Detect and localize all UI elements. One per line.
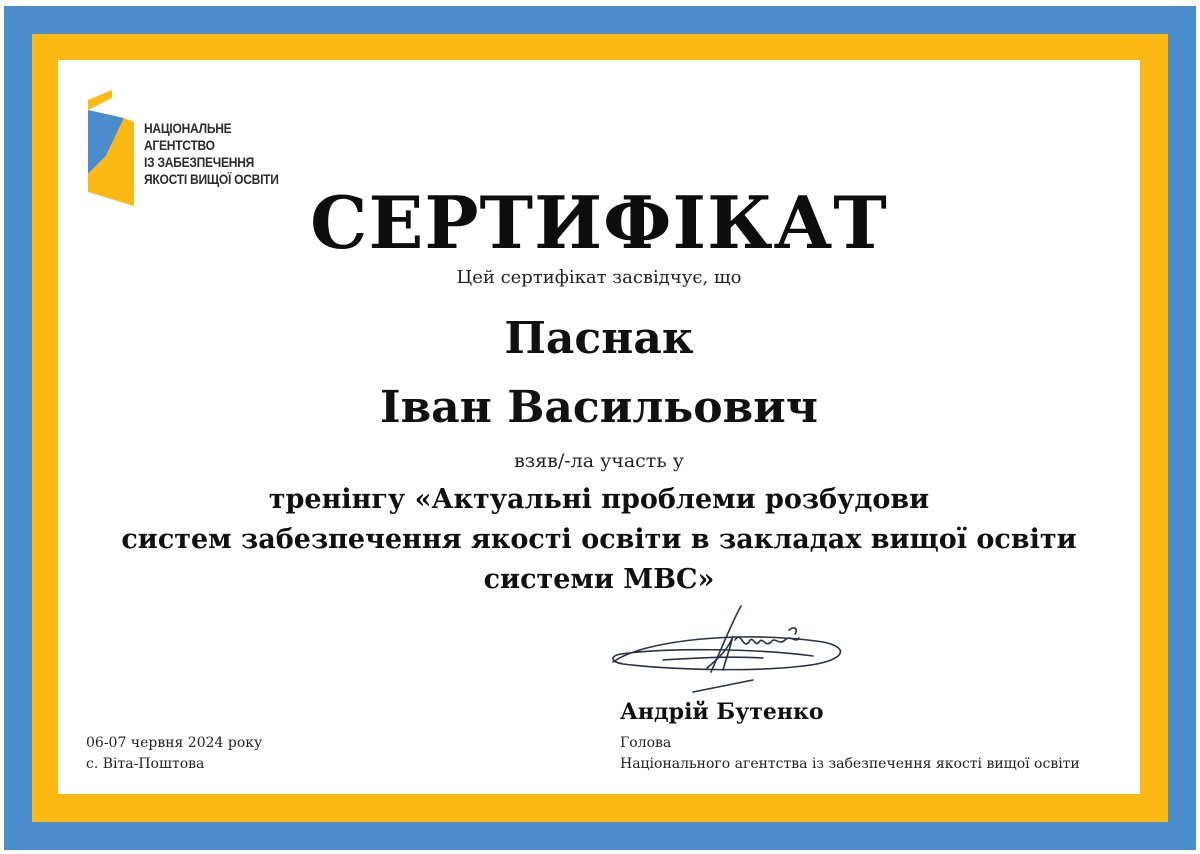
recipient-given-names: Іван Васильович xyxy=(380,382,818,433)
certificate-date: 06-07 червня 2024 року xyxy=(86,735,263,751)
date-place-block xyxy=(86,733,262,775)
logo-line: АГЕНТСТВО xyxy=(144,137,215,153)
event-title-line: тренінгу «Актуальні проблеми розбудови xyxy=(268,484,930,515)
event-title-line: систем забезпечення якості освіти в закладах вищої освіти xyxy=(121,524,1077,555)
certificate-title: СЕРТИФІКАТ xyxy=(310,180,888,265)
recipient-surname: Паснак xyxy=(504,313,694,364)
certificate-subtitle: Цей сертифікат засвідчує, що xyxy=(456,267,742,288)
logo-line: ЯКОСТІ ВИЩОЇ ОСВІТИ xyxy=(144,171,279,187)
handwritten-signature xyxy=(603,600,853,700)
event-title xyxy=(58,480,1140,600)
signer-details xyxy=(620,733,1080,775)
signer-name: Андрій Бутенко xyxy=(620,699,824,725)
signer-position: Голова xyxy=(620,735,672,751)
event-title-line: системи МВС» xyxy=(483,564,715,595)
certificate-sheet xyxy=(58,60,1140,794)
logo-line: ІЗ ЗАБЕЗПЕЧЕННЯ xyxy=(144,154,255,170)
certificate-place: с. Віта-Поштова xyxy=(86,756,205,772)
participation-text: взяв/-ла участь у xyxy=(514,450,684,472)
signer-organization: Національного агентства із забезпечення якості вищої освіти xyxy=(620,756,1080,772)
logo-text xyxy=(144,120,316,188)
logo-line: НАЦІОНАЛЬНЕ xyxy=(144,120,232,136)
